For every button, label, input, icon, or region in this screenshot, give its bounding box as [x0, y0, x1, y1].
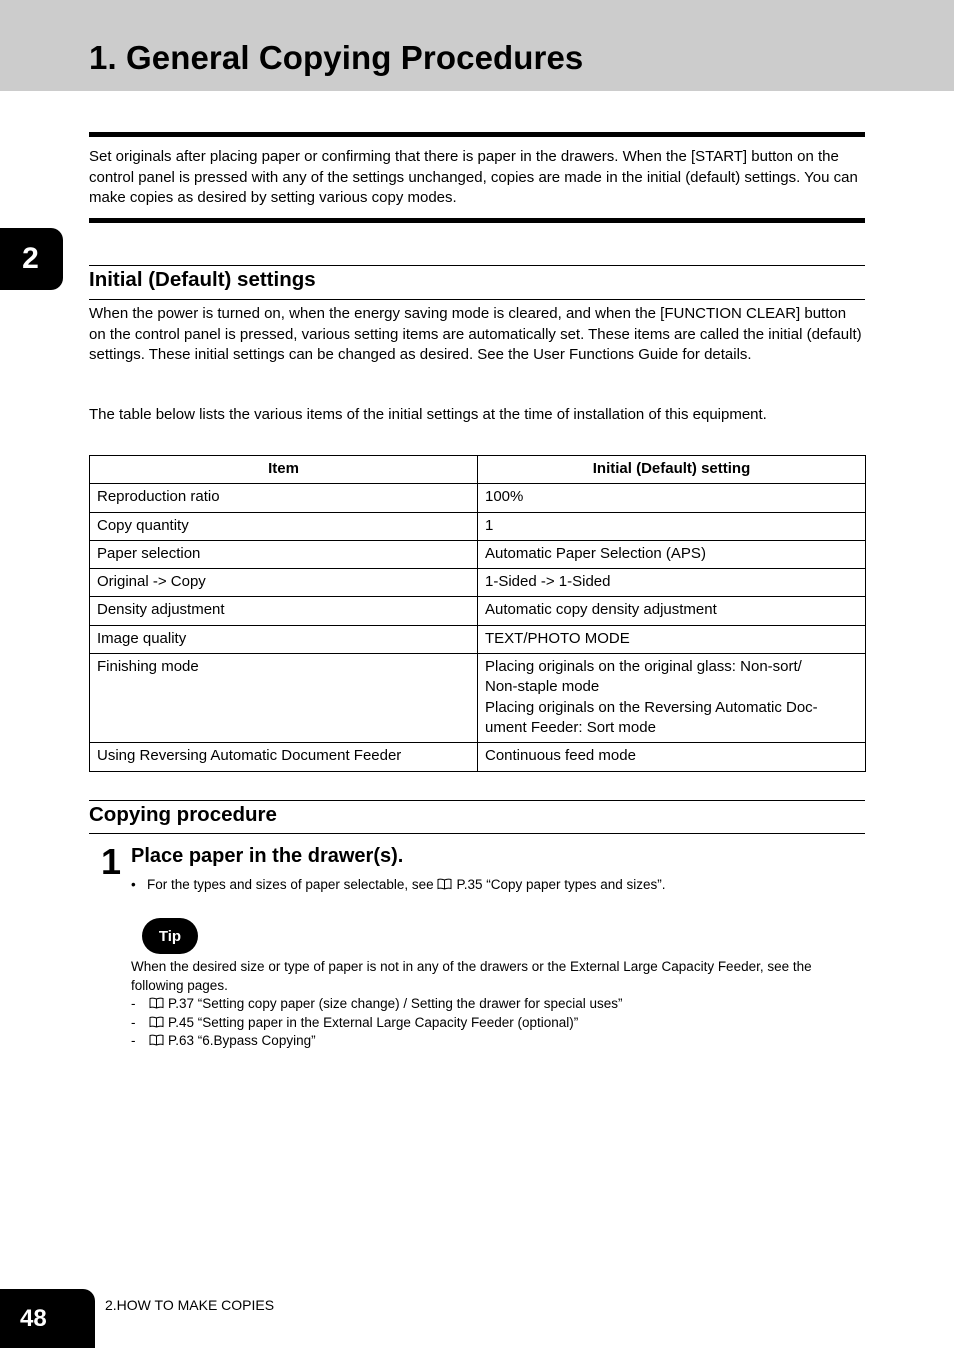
table-row: [90, 654, 866, 743]
table-cell-item: Original -> Copy: [90, 569, 478, 597]
table-cell-setting: TEXT/PHOTO MODE: [478, 625, 866, 653]
table-intro-text: The table below lists the various items of the initial settings at the time of installation of this equipment.: [89, 406, 767, 423]
bullet-mark: •: [131, 877, 136, 892]
table-row: [90, 625, 866, 653]
intro-text: Set originals after placing paper or confirming that there is paper in the drawers. When the [START] button on the control panel is pressed with any of the settings unchanged, copies are made in the initial (default) settings. You can make copies as desired by setting various copy modes.: [89, 148, 858, 206]
book-icon: [149, 1033, 164, 1045]
book-icon: [149, 1015, 164, 1027]
section-rule-top: [89, 800, 865, 801]
table-row: [90, 597, 866, 625]
book-icon: [149, 996, 164, 1008]
section-rule-bottom: [89, 833, 865, 834]
table-row: [90, 743, 866, 771]
finishing-line: Non-staple mode: [485, 678, 600, 696]
table-cell-item: Density adjustment: [90, 597, 478, 625]
step-title: Place paper in the drawer(s).: [131, 845, 404, 867]
table-cell-setting: 1: [478, 512, 866, 540]
page-number: 48: [0, 1289, 95, 1348]
table-row: [90, 512, 866, 540]
dash-mark: -: [131, 996, 136, 1011]
initial-settings-description: When the power is turned on, when the energy saving mode is cleared, and when the [FUNCTION CLEAR] button on the control panel is pressed, various setting items are automatically set. These items are called the initial (default) settings. These initial settings can be changed as desired. See the User Functions Guide for details.: [89, 305, 862, 363]
bullet-text: For the types and sizes of paper selectable, see: [147, 877, 434, 892]
copying-procedure-heading: Copying procedure: [89, 803, 277, 826]
table-cell-setting: 100%: [478, 484, 866, 512]
dash-mark: -: [131, 1015, 136, 1030]
intro-bottom-rule: [89, 218, 865, 223]
table-cell-item: Using Reversing Automatic Document Feeder: [90, 743, 478, 771]
tip-text: When the desired size or type of paper is not in any of the drawers or the External Large Capacity Feeder, see the following pages.: [131, 959, 812, 993]
book-icon: [437, 877, 452, 889]
table-cell-item: Copy quantity: [90, 512, 478, 540]
table-cell-item: Finishing mode: [90, 654, 478, 743]
chapter-tab: 2: [0, 228, 63, 290]
step-bullet: [131, 876, 666, 895]
table-header-row: [90, 456, 866, 484]
page-title: 1. General Copying Procedures: [89, 39, 584, 76]
tip-reference: [131, 1032, 316, 1051]
table-row: [90, 484, 866, 512]
step-number: 1: [101, 841, 122, 882]
section-rule-top: [89, 265, 865, 266]
table-cell-setting: [478, 654, 866, 743]
column-header-item: Item: [90, 456, 478, 484]
tip-reference: [131, 995, 623, 1014]
initial-settings-table: [89, 455, 866, 772]
reference-link[interactable]: P.63 “6.Bypass Copying”: [168, 1033, 316, 1048]
initial-settings-heading: Initial (Default) settings: [89, 268, 316, 291]
table-cell-item: Paper selection: [90, 540, 478, 568]
section-rule-bottom: [89, 299, 865, 300]
finishing-line: ument Feeder: Sort mode: [485, 718, 656, 736]
table-cell-setting: Continuous feed mode: [478, 743, 866, 771]
tip-reference: [131, 1014, 578, 1033]
intro-top-rule: [89, 132, 865, 137]
table-cell-item: Image quality: [90, 625, 478, 653]
table-cell-setting: Automatic copy density adjustment: [478, 597, 866, 625]
reference-link[interactable]: P.45 “Setting paper in the External Large Capacity Feeder (optional)”: [168, 1015, 579, 1030]
table-row: [90, 540, 866, 568]
tip-badge: Tip: [142, 918, 198, 954]
reference-link[interactable]: P.37 “Setting copy paper (size change) / Setting the drawer for special uses”: [168, 996, 623, 1011]
column-header-setting: Initial (Default) setting: [478, 456, 866, 484]
finishing-line: Placing originals on the Reversing Automatic Doc-: [485, 698, 818, 716]
finishing-line: Placing originals on the original glass: Non-sort/: [485, 658, 802, 676]
table-cell-setting: Automatic Paper Selection (APS): [478, 540, 866, 568]
table-cell-item: Reproduction ratio: [90, 484, 478, 512]
dash-mark: -: [131, 1033, 136, 1048]
table-cell-setting: 1-Sided -> 1-Sided: [478, 569, 866, 597]
reference-link[interactable]: P.35 “Copy paper types and sizes”.: [456, 877, 666, 892]
footer-section-title: 2.HOW TO MAKE COPIES: [105, 1297, 275, 1313]
table-row: [90, 569, 866, 597]
